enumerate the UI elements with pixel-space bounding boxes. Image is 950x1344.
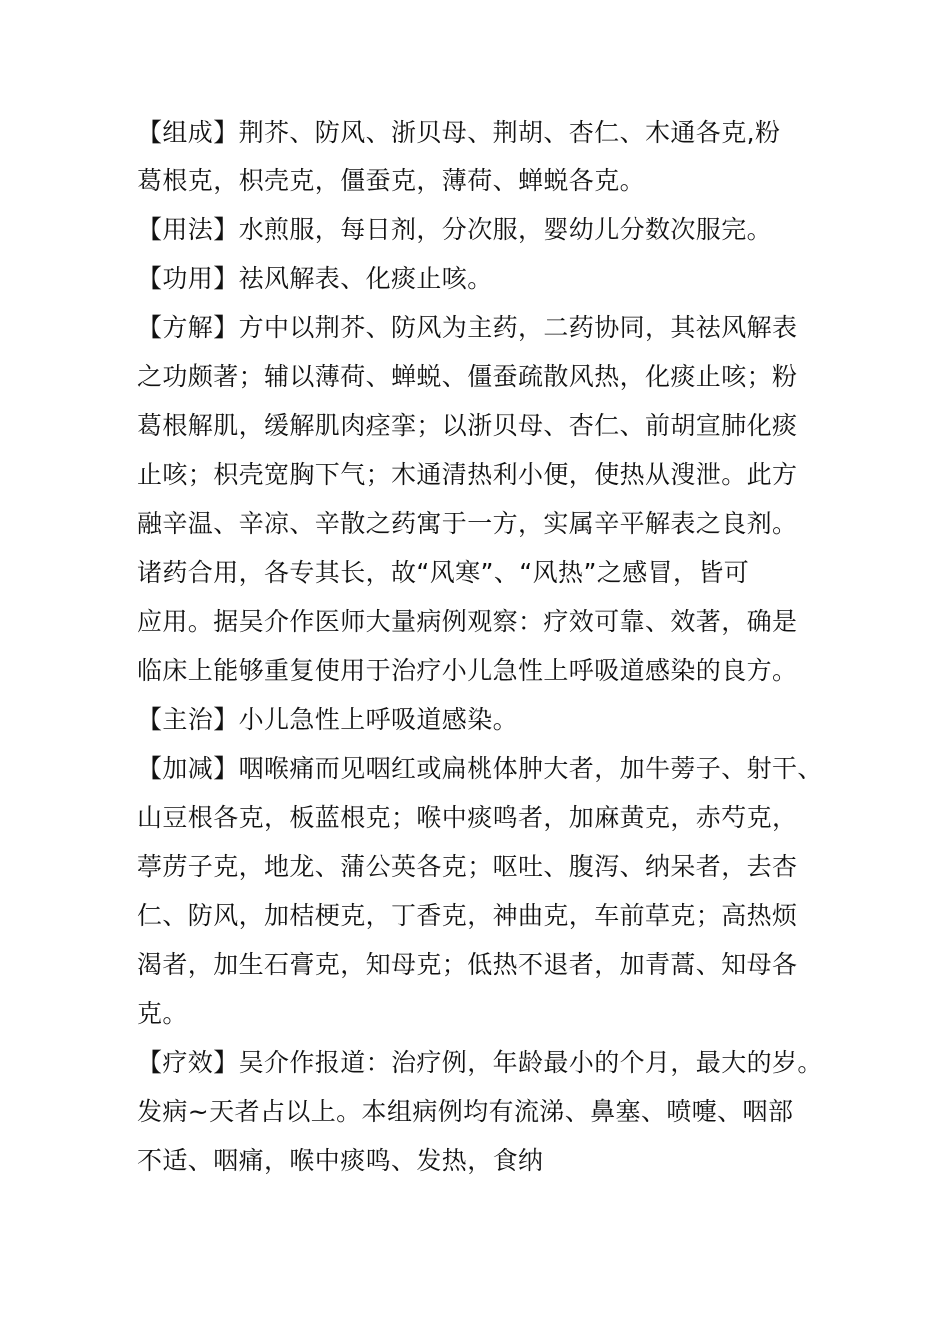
modification-line-4: 仁、防风，加桔梗克，丁香克，神曲克，车前草克；高热烦 (137, 901, 798, 930)
explanation-line-3: 葛根解肌，缓解肌肉痉挛；以浙贝母、杏仁、前胡宣肺化痰 (137, 411, 798, 440)
explanation-line-6: 诸药合用，各专其长，故“风寒”、“风热”之感冒，皆可 (137, 558, 750, 587)
explanation-line-8: 临床上能够重复使用于治疗小儿急性上呼吸道感染的良方。 (137, 656, 798, 685)
modification-line-1: 【加减】咽喉痛而见咽红或扁桃体肿大者，加牛蒡子、射干、 (137, 754, 823, 783)
usage-line: 【用法】水煎服，每日剂，分次服，婴幼儿分数次服完。 (137, 215, 773, 244)
efficacy-line-3: 不适、咽痛，喉中痰鸣、发热，食纳 (137, 1146, 544, 1175)
explanation-line-2: 之功颇著；辅以薄荷、蝉蜕、僵蚕疏散风热，化痰止咳；粉 (137, 362, 798, 391)
explanation-line-7: 应用。据吴介作医师大量病例观察：疗效可靠、效著，确是 (137, 607, 798, 636)
explanation-line-5: 融辛温、辛凉、辛散之药寓于一方，实属辛平解表之良剂。 (137, 509, 798, 538)
modification-line-2: 山豆根各克，板蓝根克；喉中痰鸣者，加麻黄克，赤芍克， (137, 803, 798, 832)
efficacy-line-1: 【疗效】吴介作报道：治疗例，年龄最小的个月，最大的岁。 (137, 1048, 823, 1077)
modification-line-3: 葶苈子克，地龙、蒲公英各克；呕吐、腹泻、纳呆者，去杏 (137, 852, 798, 881)
composition-line-1: 【组成】荆芥、防风、浙贝母、荆胡、杏仁、木通各克,粉 (137, 118, 781, 147)
indication-line: 【主治】小儿急性上呼吸道感染。 (137, 705, 519, 734)
modification-line-6: 克。 (137, 999, 188, 1028)
composition-line-2: 葛根克，枳壳克，僵蚕克，薄荷、蝉蜕各克。 (137, 166, 646, 195)
function-line: 【功用】祛风解表、化痰止咳。 (137, 264, 493, 293)
explanation-line-1: 【方解】方中以荆芥、防风为主药，二药协同，其祛风解表 (137, 313, 798, 342)
efficacy-line-2: 发病~天者占以上。本组病例均有流涕、鼻塞、喷嚏、咽部 (137, 1097, 794, 1126)
explanation-line-4: 止咳；枳壳宽胸下气；木通清热利小便，使热从溲泄。此方 (137, 460, 798, 489)
modification-line-5: 渴者，加生石膏克，知母克；低热不退者，加青蒿、知母各 (137, 950, 798, 979)
